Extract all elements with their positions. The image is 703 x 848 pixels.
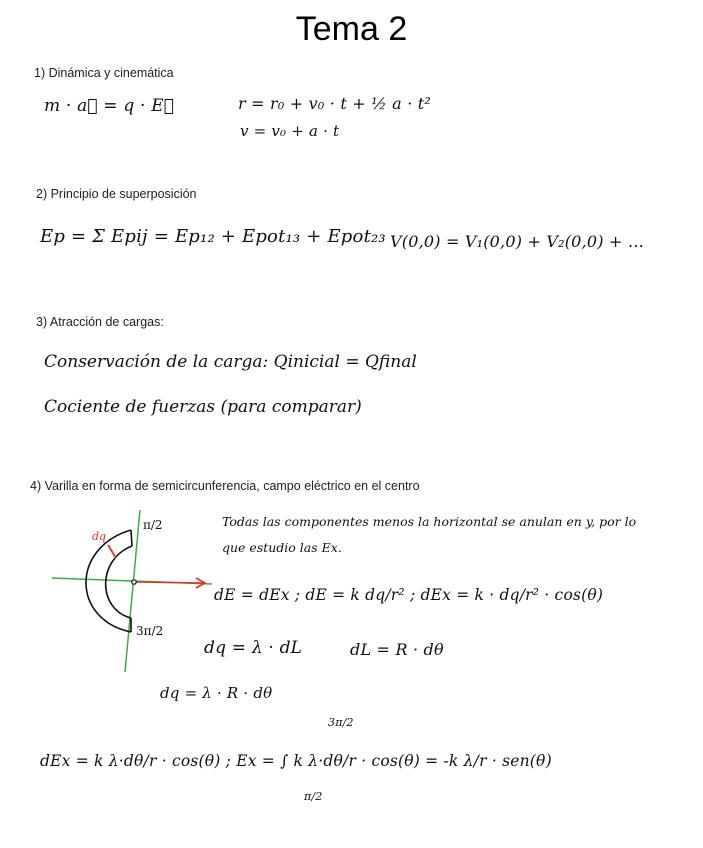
section-1-heading: 1) Dinámica y cinemática: [34, 66, 174, 80]
potential-sum-equation: V(0,0) = V₁(0,0) + V₂(0,0) + …: [390, 232, 645, 251]
velocity-equation: v = v₀ + a · t: [240, 122, 340, 140]
dq-label: dq: [92, 530, 107, 543]
rod-inner-arc: [106, 546, 132, 618]
dq-equation: dq = λ · dL: [204, 638, 303, 658]
page-title: Tema 2: [295, 10, 408, 48]
three-pi-half-label: 3π/2: [136, 624, 164, 638]
dL-equation: dL = R · dθ: [350, 640, 444, 659]
components-note-line1: Todas las componentes menos la horizontal se anulan en y, por lo: [222, 514, 637, 529]
components-note-line2: que estudio las Ex.: [222, 540, 342, 555]
force-ratio-note: Cociente de fuerzas (para comparar): [44, 397, 362, 417]
integral-upper-limit: 3π/2: [328, 716, 354, 729]
charge-conservation-note: Conservación de la carga: Qinicial = Qfinal: [44, 352, 417, 372]
dq-segment: [108, 545, 116, 558]
field-arrow: [136, 582, 204, 583]
center-point: [132, 580, 136, 584]
dq-lambda-equation: dq = λ · R · dθ: [160, 684, 273, 702]
integral-lower-limit: π/2: [304, 790, 323, 803]
section-4-heading: 4) Varilla en forma de semicircunferencia, campo eléctrico en el centro: [30, 479, 420, 493]
position-equation: r = r₀ + v₀ · t + ½ a · t²: [238, 94, 432, 113]
section-3-heading: 3) Atracción de cargas:: [36, 315, 164, 329]
diagram-y-axis: [125, 510, 140, 672]
newton-equation: m · a⃗ = q · E⃗: [44, 96, 175, 116]
integral-equation: dEx = k λ·dθ/r · cos(θ) ; Ex = ∫ k λ·dθ/r · cos(θ) = -k λ/r · sen(θ): [40, 752, 552, 770]
section-2-heading: 2) Principio de superposición: [36, 187, 197, 201]
dE-equations: dE = dEx ; dE = k dq/r² ; dEx = k · dq/r² · cos(θ): [214, 586, 604, 604]
pi-half-label: π/2: [143, 518, 163, 532]
energy-sum-equation: Ep = Σ Epij = Ep₁₂ + Epot₁₃ + Epot₂₃: [40, 226, 386, 247]
